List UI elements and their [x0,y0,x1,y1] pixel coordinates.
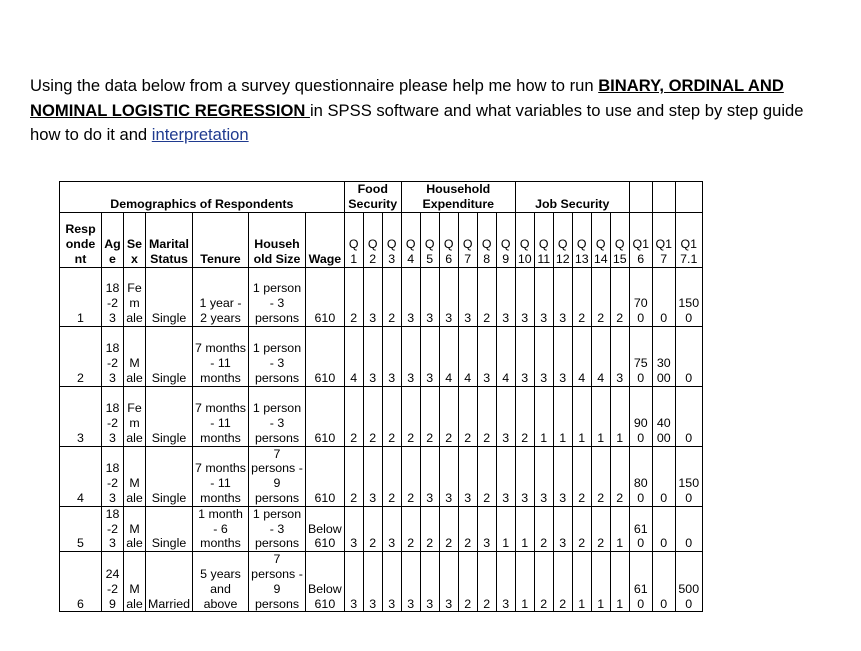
cell-q16: 900 [629,386,652,446]
group-empty-1 [629,182,652,213]
cell-respondent: 6 [60,552,102,612]
header-respondent: Respondent [60,212,102,267]
cell-q4: 2 [401,506,420,551]
cell-q2: 3 [363,267,382,326]
cell-marital-status: Single [146,326,193,386]
cell-q6: 4 [439,326,458,386]
group-household-expenditure: Household Expenditure [401,182,515,213]
group-demographics: Demographics of Respondents [60,182,345,213]
header-q10: Q10 [515,212,534,267]
cell-sex: Male [124,326,146,386]
cell-q11: 2 [534,552,553,612]
cell-q10: 3 [515,326,534,386]
cell-q4: 2 [401,386,420,446]
cell-q10: 1 [515,506,534,551]
cell-q9: 3 [496,267,515,326]
table-row [60,552,703,612]
table-row [60,506,703,551]
header-tenure: Tenure [193,212,249,267]
question-text [30,74,820,148]
cell-q16: 700 [629,267,652,326]
cell-q14: 1 [591,552,610,612]
cell-q17-1: 1500 [675,446,702,506]
cell-q10: 1 [515,552,534,612]
cell-q16: 610 [629,552,652,612]
cell-q6: 3 [439,446,458,506]
cell-tenure: 1 month - 6 months [193,506,249,551]
header-q5: Q5 [420,212,439,267]
cell-q17: 4000 [652,386,675,446]
cell-q13: 2 [572,446,591,506]
cell-q9: 4 [496,326,515,386]
cell-q8: 3 [477,326,496,386]
cell-q17-1: 0 [675,386,702,446]
header-age: Age [102,212,124,267]
cell-q7: 4 [458,326,477,386]
cell-respondent: 3 [60,386,102,446]
cell-q15: 2 [610,267,629,326]
question-part1: Using the data below from a survey questionnaire please help me how to run [30,76,599,95]
cell-q14: 4 [591,326,610,386]
cell-q5: 3 [420,446,439,506]
cell-q17: 0 [652,267,675,326]
cell-household-size: 1 person - 3 persons [249,386,306,446]
cell-q10: 3 [515,446,534,506]
group-empty-3 [675,182,702,213]
cell-wage: Below 610 [306,506,345,551]
cell-q11: 3 [534,446,553,506]
cell-q4: 2 [401,446,420,506]
question-emphasis: BINARY, ORDINAL AND NOMINAL LOGISTIC REGRESSION [30,76,784,120]
cell-sex: Female [124,267,146,326]
cell-household-size: 1 person - 3 persons [249,326,306,386]
cell-tenure: 7 months - 11 months [193,326,249,386]
header-q6: Q6 [439,212,458,267]
cell-q6: 3 [439,267,458,326]
header-q12: Q12 [553,212,572,267]
cell-q17-1: 1500 [675,267,702,326]
cell-q5: 3 [420,552,439,612]
cell-q14: 2 [591,506,610,551]
cell-q15: 2 [610,446,629,506]
cell-q2: 3 [363,446,382,506]
cell-household-size: 1 person - 3 persons [249,506,306,551]
header-q13: Q13 [572,212,591,267]
group-job-security: Job Security [515,182,629,213]
header-q16: Q16 [629,212,652,267]
header-q17: Q17 [652,212,675,267]
cell-q8: 2 [477,552,496,612]
survey-body [60,267,703,612]
group-food-security: Food Security [344,182,401,213]
cell-age: 18-23 [102,386,124,446]
cell-marital-status: Single [146,267,193,326]
cell-respondent: 4 [60,446,102,506]
cell-q15: 1 [610,506,629,551]
cell-marital-status: Single [146,506,193,551]
cell-q14: 1 [591,386,610,446]
cell-q7: 3 [458,267,477,326]
cell-q4: 3 [401,326,420,386]
cell-q5: 2 [420,506,439,551]
header-q7: Q7 [458,212,477,267]
cell-q15: 3 [610,326,629,386]
cell-q17: 0 [652,506,675,551]
cell-q8: 3 [477,506,496,551]
cell-q12: 1 [553,386,572,446]
cell-tenure: 7 months - 11 months [193,386,249,446]
header-q14: Q14 [591,212,610,267]
cell-q13: 2 [572,267,591,326]
cell-q1: 3 [344,552,363,612]
cell-q9: 3 [496,386,515,446]
cell-respondent: 5 [60,506,102,551]
header-household-size: Household Size [249,212,306,267]
cell-q7: 2 [458,386,477,446]
cell-wage: Below 610 [306,552,345,612]
cell-q16: 610 [629,506,652,551]
cell-q8: 2 [477,267,496,326]
cell-household-size: 7 persons - 9 persons [249,446,306,506]
header-q1: Q1 [344,212,363,267]
cell-q12: 3 [553,506,572,551]
cell-q5: 3 [420,267,439,326]
cell-q3: 2 [382,446,401,506]
cell-q9: 3 [496,552,515,612]
header-q2: Q2 [363,212,382,267]
header-q4: Q4 [401,212,420,267]
cell-q9: 1 [496,506,515,551]
cell-q1: 4 [344,326,363,386]
question-part2: in SPSS software and what variables to use and step by step guide how to do it and [30,100,804,144]
group-empty-2 [652,182,675,213]
cell-q5: 2 [420,386,439,446]
cell-q10: 3 [515,267,534,326]
cell-q17: 3000 [652,326,675,386]
header-q8: Q8 [477,212,496,267]
cell-q1: 2 [344,386,363,446]
cell-age: 24-29 [102,552,124,612]
cell-q4: 3 [401,552,420,612]
cell-q1: 3 [344,506,363,551]
table-row [60,326,703,386]
cell-age: 18-23 [102,267,124,326]
header-q9: Q9 [496,212,515,267]
cell-q14: 2 [591,446,610,506]
cell-age: 18-23 [102,446,124,506]
cell-q1: 2 [344,446,363,506]
cell-q5: 3 [420,326,439,386]
cell-q11: 3 [534,326,553,386]
cell-q16: 800 [629,446,652,506]
cell-q17: 0 [652,446,675,506]
cell-q9: 3 [496,446,515,506]
cell-q1: 2 [344,267,363,326]
cell-wage: 610 [306,386,345,446]
cell-sex: Male [124,552,146,612]
cell-wage: 610 [306,326,345,386]
cell-q13: 1 [572,552,591,612]
survey-table [59,181,703,612]
cell-household-size: 7 persons - 9 persons [249,552,306,612]
header-q11: Q11 [534,212,553,267]
cell-q17: 0 [652,552,675,612]
cell-sex: Female [124,386,146,446]
cell-q17-1: 0 [675,506,702,551]
cell-q12: 3 [553,267,572,326]
header-sex: Sex [124,212,146,267]
cell-q11: 2 [534,506,553,551]
cell-q12: 3 [553,326,572,386]
cell-respondent: 2 [60,326,102,386]
cell-q2: 2 [363,506,382,551]
cell-tenure: 1 year - 2 years [193,267,249,326]
cell-marital-status: Single [146,386,193,446]
cell-q12: 3 [553,446,572,506]
cell-q15: 1 [610,386,629,446]
cell-sex: Male [124,446,146,506]
cell-q3: 3 [382,506,401,551]
cell-q8: 2 [477,446,496,506]
cell-sex: Male [124,506,146,551]
cell-q17-1: 5000 [675,552,702,612]
header-q3: Q3 [382,212,401,267]
cell-q17-1: 0 [675,326,702,386]
cell-q2: 3 [363,326,382,386]
cell-q10: 2 [515,386,534,446]
cell-q3: 2 [382,386,401,446]
cell-q11: 3 [534,267,553,326]
cell-age: 18-23 [102,326,124,386]
cell-q6: 2 [439,386,458,446]
cell-age: 18-23 [102,506,124,551]
header-q15: Q15 [610,212,629,267]
cell-marital-status: Married [146,552,193,612]
table-row [60,267,703,326]
cell-q8: 2 [477,386,496,446]
cell-q3: 2 [382,267,401,326]
cell-marital-status: Single [146,446,193,506]
cell-q2: 2 [363,386,382,446]
cell-q13: 4 [572,326,591,386]
cell-q7: 2 [458,552,477,612]
cell-q6: 2 [439,506,458,551]
cell-q7: 2 [458,506,477,551]
cell-q11: 1 [534,386,553,446]
cell-q3: 3 [382,326,401,386]
cell-q6: 3 [439,552,458,612]
cell-q13: 2 [572,506,591,551]
cell-q7: 3 [458,446,477,506]
cell-q2: 3 [363,552,382,612]
cell-q15: 1 [610,552,629,612]
cell-respondent: 1 [60,267,102,326]
header-wage: Wage [306,212,345,267]
cell-q12: 2 [553,552,572,612]
table-row [60,386,703,446]
cell-q4: 3 [401,267,420,326]
cell-q3: 3 [382,552,401,612]
cell-q13: 1 [572,386,591,446]
header-marital-status: Marital Status [146,212,193,267]
cell-q14: 2 [591,267,610,326]
interpretation-link[interactable]: interpretation [151,125,249,144]
cell-tenure: 5 years and above [193,552,249,612]
cell-wage: 610 [306,446,345,506]
cell-tenure: 7 months - 11 months [193,446,249,506]
header-q17-1: Q17.1 [675,212,702,267]
table-row [60,446,703,506]
cell-q16: 750 [629,326,652,386]
cell-household-size: 1 person - 3 persons [249,267,306,326]
cell-wage: 610 [306,267,345,326]
